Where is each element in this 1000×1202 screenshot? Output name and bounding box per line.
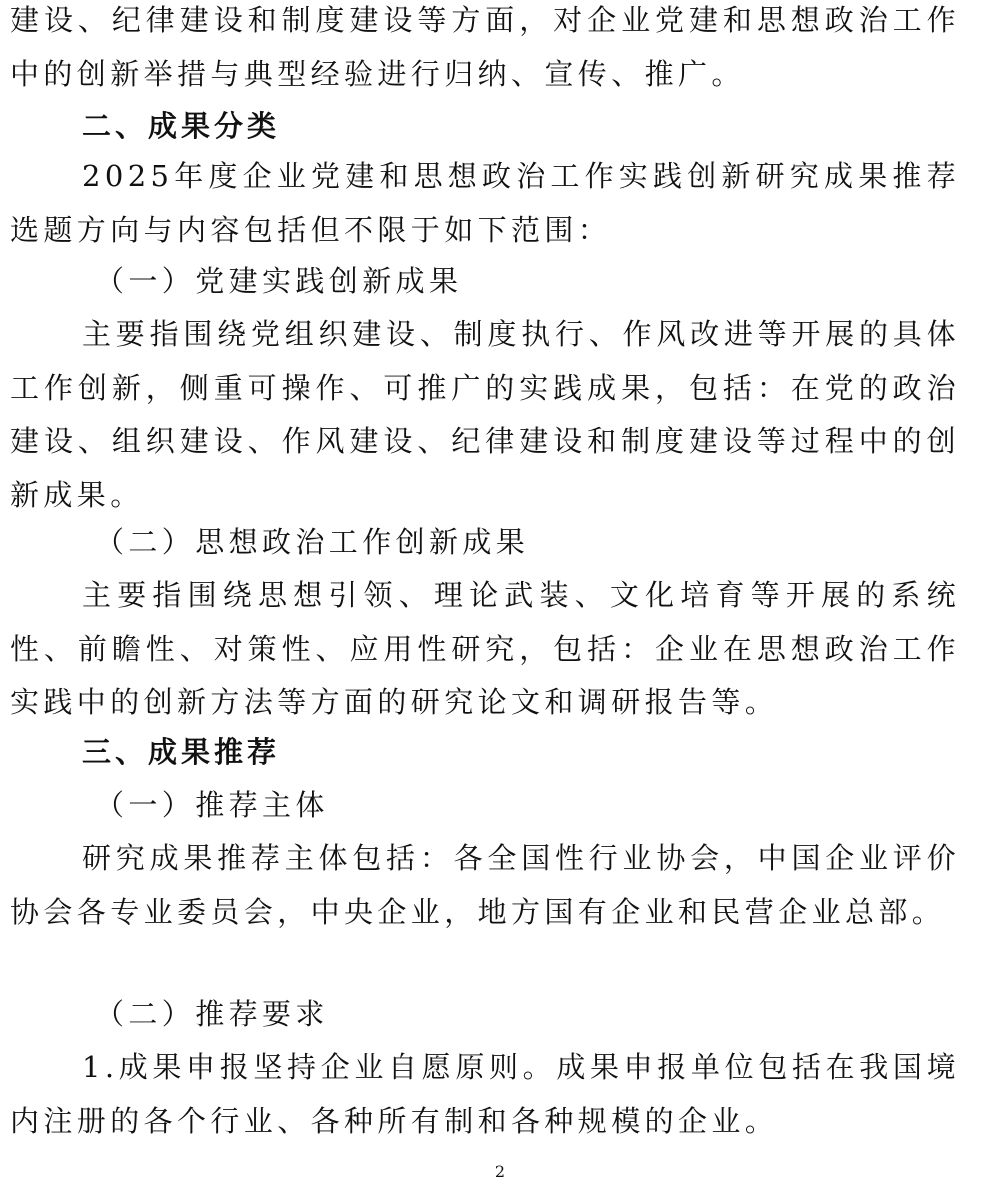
paragraph-continuation: 建设、纪律建设和制度建设等方面，对企业党建和思想政治工作中的创新举措与典型经验进行归纳、宣传、推广。	[10, 3, 960, 91]
paragraph-recommending-body: 研究成果推荐主体包括：各全国性行业协会，中国企业评价协会各专业委员会，中央企业，地方国有企业和民营企业总部。	[10, 841, 960, 929]
section-heading-2: 二、成果分类	[82, 109, 281, 143]
section-heading-3: 三、成果推荐	[82, 735, 281, 769]
subheading-recommending-body: （一）推荐主体	[95, 788, 329, 822]
subheading-ideological-work: （二）思想政治工作创新成果	[95, 525, 530, 559]
paragraph-party-building: 主要指围绕党组织建设、制度执行、作风改进等开展的具体工作创新，侧重可操作、可推广的实践成果，包括：在党的政治建设、组织建设、作风建设、纪律建设和制度建设等过程中的创新成果。	[10, 317, 960, 512]
paragraph-ideological-work: 主要指围绕思想引领、理论武装、文化培育等开展的系统性、前瞻性、对策性、应用性研究，包括：企业在思想政治工作实践中的创新方法等方面的研究论文和调研报告等。	[10, 578, 960, 719]
subheading-requirements: （二）推荐要求	[95, 997, 329, 1031]
subheading-party-building: （一）党建实践创新成果	[95, 264, 463, 298]
paragraph-scope: 2025年度企业党建和思想政治工作实践创新研究成果推荐选题方向与内容包括但不限于如下范围：	[10, 159, 960, 247]
page-number: 2	[494, 1162, 506, 1181]
paragraph-requirement-1: 1.成果申报坚持企业自愿原则。成果申报单位包括在我国境内注册的各个行业、各种所有制和各种规模的企业。	[10, 1050, 960, 1138]
